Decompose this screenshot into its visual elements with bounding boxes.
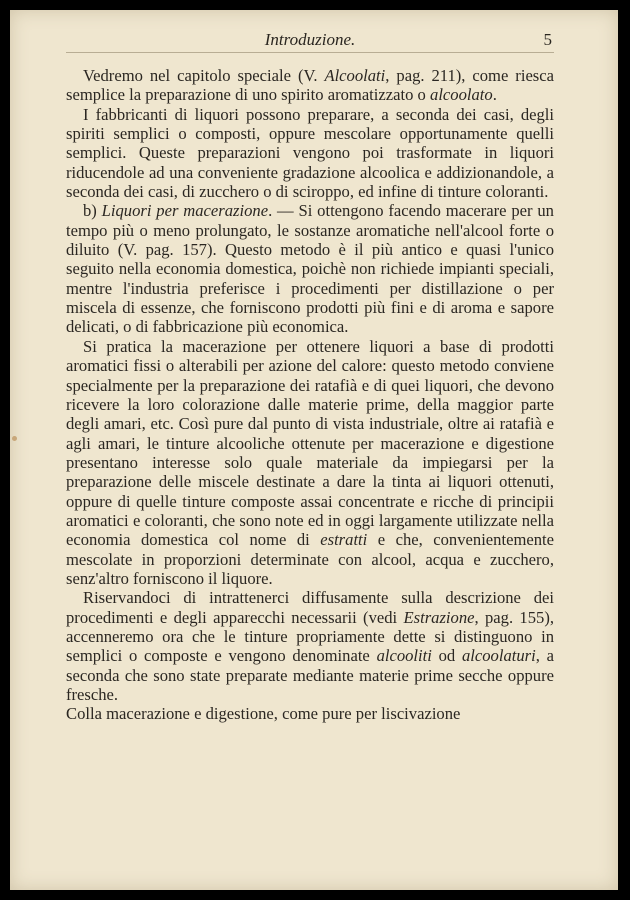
italic-text: alcoolato: [430, 85, 493, 105]
text-run: Colla macerazione e digestione, come pure per liscivazione: [66, 704, 461, 724]
text-run: e che, convenientemente mescolate in proporzioni determinate con alcool, acqua e zucchero, senz'altro forniscono il liquore.: [66, 530, 554, 588]
text-run: .: [492, 85, 497, 105]
text-run: , a seconda che sono state preparate mediante materie prime secche oppure fresche.: [66, 646, 555, 704]
paragraph: [66, 588, 554, 704]
italic-text: Alcoolati: [324, 66, 386, 85]
paragraph: [66, 704, 554, 723]
text-run: Vedremo nel capitolo speciale (V.: [83, 66, 325, 85]
text-run: , pag. 155), accenneremo ora che le tinture propriamente dette si distinguono in semplici o composte e vengono denominate: [66, 607, 554, 666]
text-run: Si pratica la macerazione per ottenere liquori a base di prodotti aromatici fissi o alterabili per azione del calore: questo metodo conviene specialmente per la preparazione dei ratafià e di quei liquori, che devono ricevere la loro colorazione dalle materie prime, della maggior parte degli amari, etc. Così pure dal punto di vista industriale, oltre ai ratafià e agli amari, le tinture alcooliche ottenute per macerazione e digestione presentano interesse solo quale materiale da impiegarsi per la preparazione delle miscele destinate a dare la tinta ai liquori ottenuti, oppure di quelle tinture composte assai concentrate e ricche di principii aromatici e coloranti, che sono note ed in oggi largamente utilizzate nella economia domestica col nome di: [66, 336, 554, 550]
text-run: I fabbricanti di liquori possono preparare, a seconda dei casi, degli spiriti semplici o composti, oppure mescolare opportunamente quelli semplici. Queste preparazioni vengono poi trasformate in liquori riducendole ad una conveniente gradazione alcoolica e addizionandole, a seconda dei casi, di zucchero o di sciroppo, ed infine di tinture coloranti.: [66, 104, 554, 202]
italic-text: Liquori per macerazione: [101, 201, 269, 221]
paragraph: [66, 201, 554, 336]
paragraph: [66, 337, 554, 588]
book-page: [10, 10, 618, 890]
paragraph: [66, 105, 554, 202]
italic-text: alcoolaturi: [461, 646, 536, 666]
text-run: , pag. 211), come riesca semplice la preparazione di uno spirito aromatizzato o: [66, 66, 554, 105]
italic-text: estratti: [320, 530, 368, 550]
paragraph: [66, 66, 554, 105]
italic-text: Estrazione: [403, 607, 475, 627]
text-run: od: [431, 646, 462, 666]
body-text: [66, 66, 554, 724]
text-run: . — Si ottengono facendo macerare per un tempo più o meno prolungato, le sostanze aromatiche nell'alcool forte o diluito (V. pag. 157). Questo metodo è il più antico e quasi l'unico seguito nella economia domestica, poichè non richiede impianti speciali, mentre l'industria preferisce i procedimenti per distillazione o per miscela di essenze, che forniscono prodotti più fini e di aroma e sapore delicati, o di fabbricazione più economica.: [66, 201, 554, 337]
page-number: 5: [543, 30, 552, 49]
italic-text: alcooliti: [376, 646, 432, 666]
paper-speck: [12, 436, 17, 441]
running-header: [66, 24, 554, 53]
text-run: Riservandoci di intrattenerci diffusamente sulla descrizione dei procedimenti e degli apparecchi necessarii (vedi: [66, 588, 554, 627]
text-run: b): [83, 201, 102, 221]
header-title: Introduzione.: [264, 30, 356, 49]
